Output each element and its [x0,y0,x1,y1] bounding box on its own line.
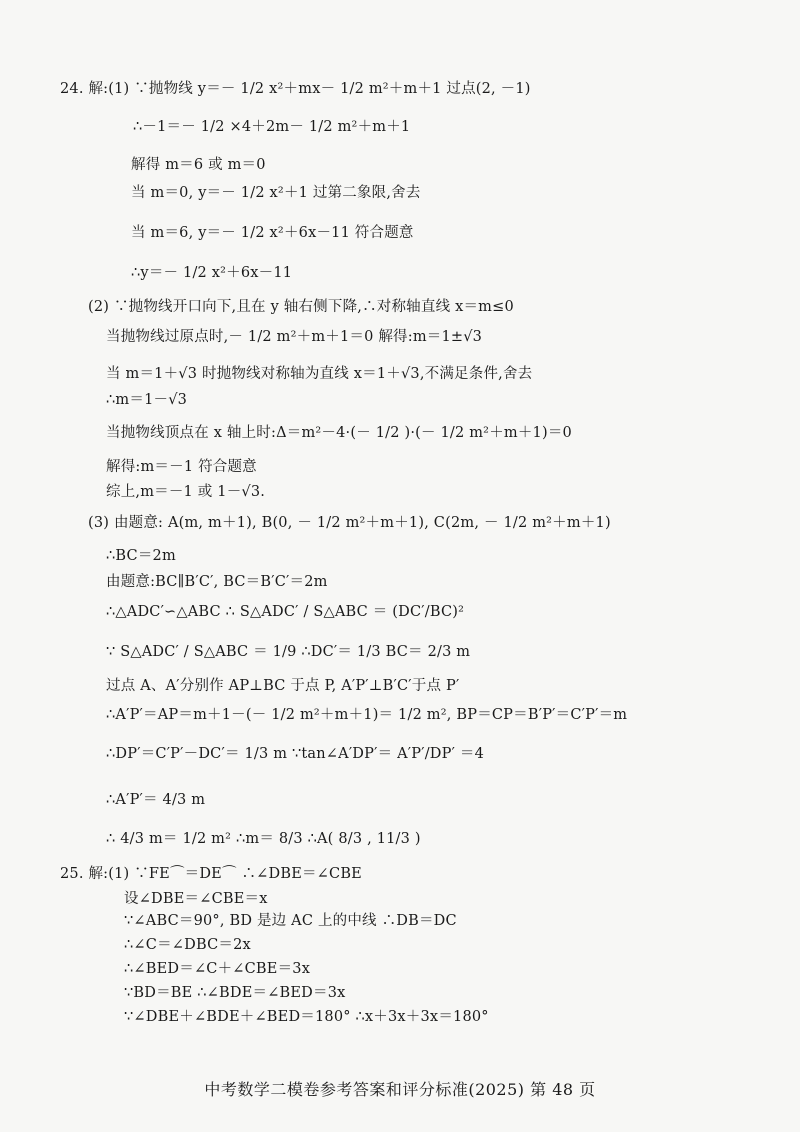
line-26: ∵∠ABC＝90°, BD 是边 AC 上的中线 ∴DB＝DC [124,913,457,929]
line-10: ∴m＝1－√3 [106,392,188,408]
line-24: 25. 解:(1) ∵FE⌒＝DE⌒ ∴∠DBE＝∠CBE [60,866,362,882]
line-19: 过点 A、A′分别作 AP⊥BC 于点 P, A′P′⊥B′C′于点 P′ [106,678,460,694]
line-3: 解得 m＝6 或 m＝0 [131,157,266,173]
line-14: (3) 由题意: A(m, m＋1), B(0, － 1/2 m²＋m＋1), C(2m, － 1/2 m²＋m＋1) [88,515,611,531]
line-5: 当 m＝6, y＝－ 1/2 x²＋6x－11 符合题意 [131,225,414,241]
line-22: ∴A′P′＝ 4/3 m [106,792,206,808]
line-28: ∴∠BED＝∠C＋∠CBE＝3x [124,961,311,977]
line-4: 当 m＝0, y＝－ 1/2 x²＋1 过第二象限,舍去 [131,185,421,201]
line-27: ∴∠C＝∠DBC＝2x [124,937,251,953]
line-7: (2) ∵抛物线开口向下,且在 y 轴右侧下降,∴对称轴直线 x＝m≤0 [88,299,514,315]
line-15: ∴BC＝2m [106,548,176,564]
line-23: ∴ 4/3 m＝ 1/2 m² ∴m＝ 8/3 ∴A( 8/3 , 11/3 ) [106,831,421,847]
line-11: 当抛物线顶点在 x 轴上时:Δ＝m²－4·(－ 1/2 )·(－ 1/2 m²＋m＋1)＝0 [106,425,572,441]
line-6: ∴y＝－ 1/2 x²＋6x－11 [131,265,293,281]
line-13: 综上,m＝－1 或 1－√3. [106,484,266,500]
line-17: ∴△ADC′∽△ABC ∴ S△ADC′ / S△ABC ＝ (DC′/BC)² [106,604,465,620]
page-footer: 中考数学二模卷参考答案和评分标准(2025) 第 48 页 [204,1080,596,1099]
line-18: ∵ S△ADC′ / S△ABC ＝ 1/9 ∴DC′＝ 1/3 BC＝ 2/3 m [106,644,471,660]
line-30: ∵∠DBE＋∠BDE＋∠BED＝180° ∴x＋3x＋3x＝180° [124,1009,489,1025]
line-20: ∴A′P′＝AP＝m＋1－(－ 1/2 m²＋m＋1)＝ 1/2 m², BP＝CP＝B′P′＝C′P′＝m [106,707,628,723]
line-9: 当 m＝1＋√3 时抛物线对称轴为直线 x＝1＋√3,不满足条件,舍去 [106,366,533,382]
line-2: ∴－1＝－ 1/2 ×4＋2m－ 1/2 m²＋m＋1 [133,119,411,135]
line-1: 24. 解:(1) ∵抛物线 y＝－ 1/2 x²＋mx－ 1/2 m²＋m＋1 过点(2, －1) [60,81,531,97]
line-12: 解得:m＝－1 符合题意 [106,459,257,475]
line-21: ∴DP′＝C′P′－DC′＝ 1/3 m ∵tan∠A′DP′＝ A′P′/DP′ ＝4 [106,746,484,762]
line-25: 设∠DBE＝∠CBE＝x [124,891,268,907]
line-16: 由题意:BC∥B′C′, BC＝B′C′＝2m [106,574,328,590]
line-8: 当抛物线过原点时,－ 1/2 m²＋m＋1＝0 解得:m＝1±√3 [106,329,483,345]
line-29: ∵BD＝BE ∴∠BDE＝∠BED＝3x [124,985,346,1001]
